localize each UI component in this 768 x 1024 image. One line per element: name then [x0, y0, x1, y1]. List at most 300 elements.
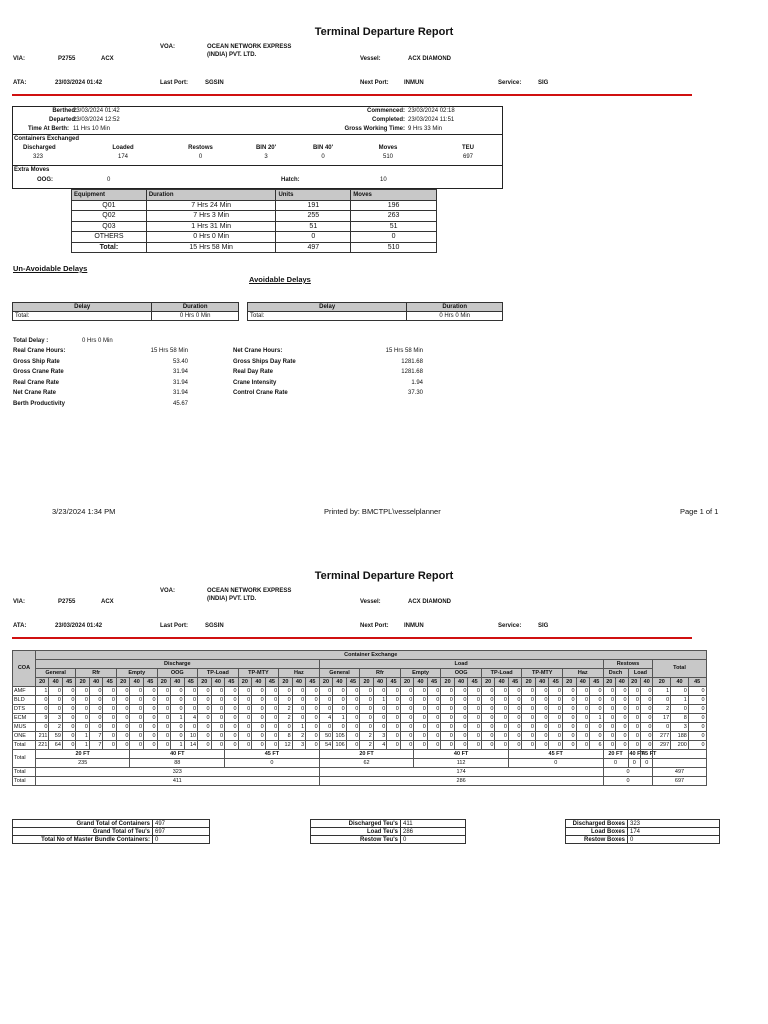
- size-header: 40: [616, 678, 628, 687]
- exchange-cell: 0: [414, 714, 428, 723]
- exchange-cell: 0: [414, 696, 428, 705]
- exchange-cell: 0: [103, 723, 117, 732]
- summary-row: [13, 836, 210, 844]
- exchange-cell: 0: [640, 687, 652, 696]
- equipment-row: [72, 221, 437, 232]
- hatch-label: Hatch:: [281, 177, 300, 183]
- total-teu: 697: [653, 777, 706, 786]
- exchange-cell: 0: [508, 687, 522, 696]
- exchange-cell: 0: [562, 714, 576, 723]
- exchange-total-cell: 0: [62, 741, 76, 750]
- ce-header: TEU: [462, 145, 474, 151]
- summary-label: Restow Boxes: [566, 836, 628, 844]
- exchange-total-cell: 0: [495, 741, 509, 750]
- ce-value: 3: [264, 154, 268, 160]
- exchange-cell: 0: [346, 714, 360, 723]
- ce-header: Moves: [378, 145, 398, 151]
- exchange-cell: 0: [373, 687, 387, 696]
- exchange-cell: 0: [171, 687, 185, 696]
- exchange-cell: 0: [628, 705, 640, 714]
- exchange-cell: 0: [495, 732, 509, 741]
- exchange-total-cell: 0: [427, 741, 441, 750]
- summary-left: [12, 819, 210, 844]
- size-header: 40: [576, 678, 590, 687]
- equipment-cell: 0 Hrs 0 Min: [146, 232, 276, 243]
- exchange-cell: 0: [252, 723, 266, 732]
- exchange-cell: 0: [628, 696, 640, 705]
- departed-label: Departed:: [48, 117, 77, 123]
- exchange-cell: 0: [481, 732, 495, 741]
- exchange-cell: 0: [562, 687, 576, 696]
- exchange-cell: 0: [144, 687, 158, 696]
- exchange-cell: 0: [238, 705, 252, 714]
- ce-header: Discharged: [23, 145, 56, 151]
- exchange-total-cell: 0: [103, 741, 117, 750]
- service-value: SIG: [538, 623, 549, 629]
- exchange-cell: 50: [319, 732, 333, 741]
- equipment-cell: Q03: [72, 221, 147, 232]
- completed-value: 23/03/2024 11:51: [408, 117, 455, 123]
- stat-label: Gross Ships Day Rate: [233, 358, 296, 365]
- exchange-cell: 0: [252, 696, 266, 705]
- coa-cell: DTS: [13, 705, 36, 714]
- exchange-cell: 0: [628, 714, 640, 723]
- next-port-value: INMUN: [404, 80, 424, 86]
- summary-label: Total No of Master Bundle Containers:: [13, 836, 153, 844]
- exchange-cell: 1: [76, 732, 90, 741]
- exchange-cell: 0: [387, 723, 401, 732]
- exchange-cell: 0: [495, 714, 509, 723]
- exchange-cell: 0: [481, 714, 495, 723]
- exchange-cell: 0: [171, 696, 185, 705]
- summary-value: 0: [153, 836, 210, 844]
- summary-row: [566, 828, 720, 836]
- exchange-cell: 0: [144, 723, 158, 732]
- exchange-cell: 0: [346, 732, 360, 741]
- exchange-cell: 0: [346, 705, 360, 714]
- stat-label: Real Crane Rate: [13, 379, 60, 386]
- ce-value: 0: [321, 154, 325, 160]
- stat-label: Net Crane Hours:: [233, 348, 283, 354]
- ft-total-label: Total: [13, 750, 36, 768]
- unavoidable-delays-title: Un-Avoidable Delays: [13, 264, 88, 273]
- load-header: Load: [319, 660, 603, 669]
- size-header: 45: [688, 678, 706, 687]
- exchange-cell: 0: [640, 714, 652, 723]
- size-header: 45: [184, 678, 198, 687]
- exchange-cell: 0: [590, 705, 604, 714]
- ce-value: 0: [198, 154, 203, 160]
- exchange-total-cell: 297: [653, 741, 671, 750]
- unavoidable-duration-header: Duration: [152, 303, 239, 312]
- exchange-cell: 0: [441, 687, 455, 696]
- exchange-cell: 0: [225, 696, 239, 705]
- size-header: 20: [562, 678, 576, 687]
- exchange-cell: 0: [130, 687, 144, 696]
- exchange-cell: 0: [211, 696, 225, 705]
- exchange-cell: 1: [653, 687, 671, 696]
- summary-value: 697: [153, 828, 210, 836]
- ata-label: ATA:: [13, 623, 27, 629]
- stat-value: 31.94: [172, 369, 188, 376]
- group-header: TP-MTY: [522, 669, 563, 678]
- ce-value: 697: [462, 154, 473, 160]
- voa-value: OCEAN NETWORK EXPRESS: [207, 588, 292, 594]
- exchange-cell: 0: [481, 723, 495, 732]
- size-header: 40: [454, 678, 468, 687]
- via-value: P2755: [58, 56, 76, 62]
- exchange-cell: 0: [346, 723, 360, 732]
- exchange-cell: 0: [400, 732, 414, 741]
- footer-date: 3/23/2024 1:34 PM: [52, 507, 116, 516]
- last-port-label: Last Port:: [160, 80, 189, 86]
- exchange-cell: 0: [414, 723, 428, 732]
- exchange-cell: 0: [400, 714, 414, 723]
- exchange-cell: 0: [103, 705, 117, 714]
- exchange-cell: 0: [535, 687, 549, 696]
- stat-label: Real Crane Hours:: [13, 348, 66, 354]
- exchange-cell: 0: [590, 732, 604, 741]
- summary-label: Grand Total of Teu's: [13, 828, 153, 836]
- summary-value: 286: [401, 828, 466, 836]
- exchange-cell: 0: [400, 705, 414, 714]
- exchange-cell: 0: [468, 687, 482, 696]
- exchange-cell: 7: [89, 732, 103, 741]
- summary-row: [13, 820, 210, 828]
- exchange-cell: 0: [116, 732, 130, 741]
- exchange-cell: 0: [549, 687, 563, 696]
- exchange-total-cell: 1: [171, 741, 185, 750]
- exchange-cell: 0: [454, 696, 468, 705]
- exchange-cell: 0: [576, 732, 590, 741]
- exchange-cell: 0: [130, 705, 144, 714]
- equipment-cell: 1 Hrs 31 Min: [146, 221, 276, 232]
- via-label: VIA:: [13, 599, 25, 605]
- total-boxes-label: Total: [13, 768, 36, 777]
- size-header: 40: [252, 678, 266, 687]
- size-header: 20: [400, 678, 414, 687]
- exchange-cell: 0: [144, 714, 158, 723]
- exchange-total-cell: 0: [481, 741, 495, 750]
- exchange-cell: 0: [89, 714, 103, 723]
- total-teu-restow: 0: [603, 777, 653, 786]
- summary-row: [311, 836, 466, 844]
- size-header: 20: [628, 678, 640, 687]
- ft-label: 40 FT: [629, 750, 644, 757]
- exchange-cell: 0: [508, 714, 522, 723]
- exchange-cell: 0: [306, 687, 320, 696]
- exchange-cell: 0: [157, 705, 171, 714]
- stat-label: Berth Productivity: [13, 401, 66, 407]
- exchange-cell: 0: [171, 732, 185, 741]
- next-port-value: INMUN: [404, 623, 424, 629]
- stat-value: 53.40: [172, 358, 188, 365]
- exchange-cell: 0: [603, 714, 615, 723]
- equipment-total-cell: Total:: [72, 242, 147, 253]
- exchange-cell: 10: [184, 732, 198, 741]
- summary-label: Restow Teu's: [311, 836, 401, 844]
- exchange-cell: 0: [549, 723, 563, 732]
- exchange-cell: 0: [688, 714, 706, 723]
- group-header: Rfr: [360, 669, 401, 678]
- voa-value-line2: (INDIA) PVT. LTD.: [207, 52, 257, 58]
- exchange-cell: 0: [319, 705, 333, 714]
- exchange-total-cell: 3: [292, 741, 306, 750]
- stat-value: 1281.68: [401, 369, 423, 376]
- exchange-cell: 0: [252, 687, 266, 696]
- summary-row: [566, 836, 720, 844]
- equipment-cell: 255: [276, 211, 351, 222]
- size-header: 40: [671, 678, 689, 687]
- size-header: 20: [76, 678, 90, 687]
- exchange-cell: 0: [603, 696, 615, 705]
- exchange-cell: 0: [441, 723, 455, 732]
- size-header: 20: [522, 678, 536, 687]
- exchange-cell: 0: [468, 705, 482, 714]
- unavoidable-delays-table: [12, 302, 239, 321]
- summary-label: Load Teu's: [311, 828, 401, 836]
- exchange-cell: 0: [198, 696, 212, 705]
- size-header: 45: [103, 678, 117, 687]
- coa-cell: ONE: [13, 732, 36, 741]
- exchange-cell: 0: [35, 696, 49, 705]
- exchange-cell: 0: [603, 687, 615, 696]
- exchange-total-cell: 7: [89, 741, 103, 750]
- completed-label: Completed:: [372, 117, 405, 123]
- stat-label: Control Crane Rate: [233, 390, 288, 397]
- exchange-cell: 0: [130, 696, 144, 705]
- exchange-cell: 0: [468, 732, 482, 741]
- exchange-cell: 0: [62, 687, 76, 696]
- exchange-cell: 0: [238, 687, 252, 696]
- restow-group-header: Load: [628, 669, 653, 678]
- exchange-cell: 0: [387, 714, 401, 723]
- exchange-cell: 0: [89, 696, 103, 705]
- exchange-total-cell: 0: [640, 741, 652, 750]
- exchange-cell: 0: [640, 696, 652, 705]
- exchange-cell: 0: [640, 723, 652, 732]
- size-header: 45: [387, 678, 401, 687]
- exchange-cell: 0: [454, 723, 468, 732]
- exchange-cell: 2: [292, 732, 306, 741]
- exchange-cell: 0: [346, 696, 360, 705]
- exchange-cell: 0: [116, 705, 130, 714]
- size-header: 45: [225, 678, 239, 687]
- size-header: 45: [306, 678, 320, 687]
- exchange-cell: 0: [225, 687, 239, 696]
- exchange-cell: 0: [130, 714, 144, 723]
- equipment-cell: 51: [276, 221, 351, 232]
- exchange-cell: 277: [653, 732, 671, 741]
- exchange-cell: 0: [522, 714, 536, 723]
- exchange-cell: 0: [441, 732, 455, 741]
- container-exchange-title: Container Exchange: [35, 651, 706, 660]
- exchange-total-cell: 4: [373, 741, 387, 750]
- header-divider-page2: [12, 637, 692, 639]
- stat-label: Net Crane Rate: [13, 390, 57, 397]
- exchange-cell: 0: [576, 687, 590, 696]
- exchange-total-cell: 2: [360, 741, 374, 750]
- time-at-berth-value: 11 Hrs 10 Min: [73, 126, 110, 132]
- exchange-cell: 0: [184, 705, 198, 714]
- stat-label: Crane Intensity: [233, 379, 277, 386]
- exchange-cell: 0: [508, 723, 522, 732]
- exchange-cell: 0: [238, 732, 252, 741]
- vessel-label: Vessel:: [360, 599, 381, 605]
- exchange-cell: 0: [89, 705, 103, 714]
- size-header: 20: [653, 678, 671, 687]
- exchange-cell: 0: [616, 705, 628, 714]
- exchange-cell: 0: [103, 687, 117, 696]
- summary-value: 497: [153, 820, 210, 828]
- size-header: 45: [62, 678, 76, 687]
- size-header: 40: [535, 678, 549, 687]
- exchange-cell: 0: [211, 687, 225, 696]
- size-header: 40: [640, 678, 652, 687]
- equipment-total-cell: 15 Hrs 58 Min: [146, 242, 276, 253]
- ce-header: Loaded: [112, 145, 134, 151]
- size-header: 40: [130, 678, 144, 687]
- vessel-value: ACX DIAMOND: [408, 599, 451, 605]
- exchange-title-row: [13, 651, 707, 660]
- equipment-cell: 7 Hrs 3 Min: [146, 211, 276, 222]
- exchange-total-teu-row: [13, 777, 707, 786]
- size-header: 40: [49, 678, 63, 687]
- exchange-cell: 0: [535, 696, 549, 705]
- exchange-cell: 0: [616, 732, 628, 741]
- exchange-cell: 0: [333, 723, 347, 732]
- exchange-cell: 0: [387, 705, 401, 714]
- exchange-cell: 0: [562, 732, 576, 741]
- exchange-cell: 0: [157, 714, 171, 723]
- exchange-cell: 0: [522, 723, 536, 732]
- size-header: 40: [292, 678, 306, 687]
- exchange-cell: 0: [360, 714, 374, 723]
- exchange-ft-row: [13, 750, 707, 759]
- exchange-cell: 17: [653, 714, 671, 723]
- exchange-row: [13, 705, 707, 714]
- oog-value: 0: [107, 177, 111, 183]
- summary-label: Grand Total of Containers: [13, 820, 153, 828]
- exchange-total-cell: 0: [116, 741, 130, 750]
- service-value: SIG: [538, 80, 549, 86]
- avoidable-duration-header: Duration: [407, 303, 503, 312]
- exchange-total-cell: 0: [535, 741, 549, 750]
- exchange-cell: 0: [211, 723, 225, 732]
- exchange-total-cell: 0: [157, 741, 171, 750]
- size-header: 20: [360, 678, 374, 687]
- exchange-cell: 0: [535, 705, 549, 714]
- ft-value: 0: [640, 759, 652, 768]
- exchange-cell: 0: [116, 714, 130, 723]
- exchange-cell: 1: [373, 696, 387, 705]
- size-header: 20: [603, 678, 615, 687]
- ce-value: 510: [382, 154, 393, 160]
- exchange-total-cell: 0: [454, 741, 468, 750]
- exchange-cell: 0: [144, 696, 158, 705]
- exchange-cell: 0: [628, 687, 640, 696]
- service-label: Service:: [498, 80, 522, 86]
- exchange-cell: 0: [265, 732, 279, 741]
- exchange-cell: 0: [252, 705, 266, 714]
- exchange-cell: 0: [653, 696, 671, 705]
- exchange-cell: 0: [360, 696, 374, 705]
- total-delay-label: Total Delay :: [13, 338, 49, 344]
- exchange-cell: 2: [653, 705, 671, 714]
- vessel-label: Vessel:: [360, 56, 381, 62]
- equipment-cell: 0: [351, 232, 437, 243]
- exchange-cell: 0: [481, 696, 495, 705]
- exchange-cell: 1: [590, 714, 604, 723]
- stat-value: 45.67: [172, 401, 188, 407]
- equipment-cell: Q02: [72, 211, 147, 222]
- exchange-cell: 0: [360, 723, 374, 732]
- time-at-berth-label: Time At Berth:: [27, 126, 69, 132]
- size-header: 45: [468, 678, 482, 687]
- exchange-cell: 0: [292, 714, 306, 723]
- report-header-page2: [0, 588, 768, 638]
- exchange-cell: 0: [590, 696, 604, 705]
- exchange-cell: 0: [468, 723, 482, 732]
- extra-moves-label: Extra Moves: [14, 167, 50, 173]
- exchange-cell: 0: [157, 696, 171, 705]
- size-header: 40: [495, 678, 509, 687]
- exchange-cell: 0: [562, 723, 576, 732]
- stat-label: Gross Crane Rate: [13, 369, 64, 376]
- exchange-cell: 0: [76, 714, 90, 723]
- equipment-header-row: [72, 190, 437, 201]
- exchange-cell: 0: [306, 696, 320, 705]
- size-header: 40: [171, 678, 185, 687]
- exchange-total-cell: 0: [225, 741, 239, 750]
- size-header: 20: [157, 678, 171, 687]
- exchange-ft-values-row: [13, 759, 707, 768]
- summary-label: Load Boxes: [566, 828, 628, 836]
- equipment-cell: 263: [351, 211, 437, 222]
- departed-value: 23/03/2024 12:52: [73, 117, 120, 123]
- size-header: 45: [590, 678, 604, 687]
- voa-value-line2: (INDIA) PVT. LTD.: [207, 596, 257, 602]
- exchange-cell: 0: [306, 732, 320, 741]
- exchange-cell: 0: [549, 732, 563, 741]
- exchange-cell: 0: [333, 705, 347, 714]
- exchange-total-cell: 0: [306, 741, 320, 750]
- exchange-total-cell: 0: [346, 741, 360, 750]
- exchange-cell: 1: [333, 714, 347, 723]
- exchange-cell: 0: [89, 687, 103, 696]
- stat-value: 1281.68: [401, 358, 423, 365]
- exchange-cell: 0: [211, 705, 225, 714]
- total-teu-dsch: 411: [35, 777, 319, 786]
- exchange-cell: 0: [616, 687, 628, 696]
- exchange-total-cell: 6: [590, 741, 604, 750]
- exchange-cell: 0: [387, 732, 401, 741]
- exchange-cell: 0: [688, 696, 706, 705]
- equipment-header-cell: Moves: [351, 190, 437, 201]
- group-header: General: [319, 669, 360, 678]
- total-teu-load: 286: [319, 777, 603, 786]
- discharge-header: Discharge: [35, 660, 319, 669]
- exchange-total-label: Total: [13, 741, 36, 750]
- voa-label: VOA:: [160, 44, 175, 50]
- oog-label: OOG:: [37, 177, 53, 183]
- exchange-cell: 0: [306, 705, 320, 714]
- exchange-cell: 0: [198, 687, 212, 696]
- exchange-cell: 0: [616, 696, 628, 705]
- exchange-cell: 0: [89, 723, 103, 732]
- exchange-total-cell: 0: [198, 741, 212, 750]
- summary-label: Discharged Teu's: [311, 820, 401, 828]
